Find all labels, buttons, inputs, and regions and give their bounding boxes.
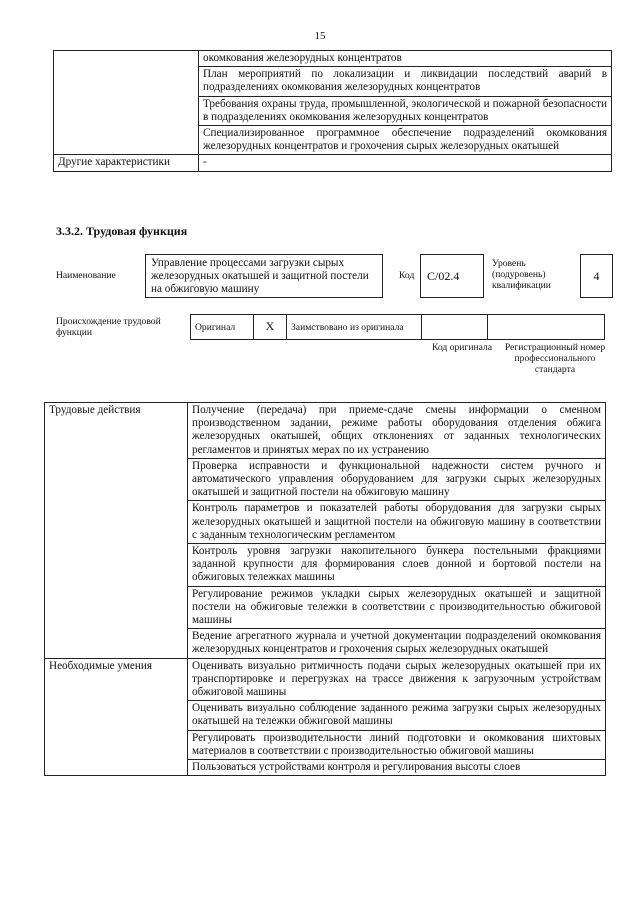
table-row [54,155,612,171]
table-cell: Требования охраны труда, промышленной, экологической и пожарной безопасности в подразделениях окомкования железорудных концентратов [199,96,612,125]
code-original-caption: Код оригинала [431,342,493,353]
original-mark: X [254,315,287,340]
labor-actions-label: Трудовые действия [45,403,188,659]
top-table [53,50,612,172]
registration-number-cell [488,315,605,340]
origin-table [190,314,605,340]
code-label: Код [399,270,415,281]
table-cell: Контроль параметров и показателей работы оборудования для загрузки сырых железорудных окатышей и защитной постели на обжиговую машину в соответствии с заданным технологическим регламентом [188,501,606,544]
table-cell: Пользоваться устройствами контроля и регулирования высоты слоев [188,760,606,776]
empty-cell [54,51,199,155]
table-cell: Специализированное программное обеспечение подразделений окомкования железорудных концентратов и грохочения сырых железорудных окатышей [199,126,612,155]
table-row [191,315,605,340]
table-cell: Оценивать визуально ритмичность подачи сырых железорудных окатышей при их транспортировке и перегрузках на трассе движения к загрузочным устройствам обжиговой машины [188,658,606,701]
original-code-cell [422,315,488,340]
borrowed-label: Заимствовано из оригинала [287,315,422,340]
page-number: 15 [314,30,326,42]
table-cell: Регулирование режимов укладки сырых железорудных окатышей и защитной постели на обжиговые тележки в соответствии с производительностью обжиговой машины [188,586,606,629]
level-value: 4 [580,254,613,298]
original-label: Оригинал [191,315,254,340]
table-row [45,403,606,459]
origin-label: Происхождение трудовой функции [56,316,161,338]
table-cell: Контроль уровня загрузки накопительного бункера постельными фракциями заданной крупности для формирования слоев донной и бортовой постели на обжиговых тележках машины [188,544,606,587]
code-value: C/02.4 [420,254,484,298]
name-label: Наименование [56,270,116,281]
other-characteristics-label: Другие характеристики [54,155,199,171]
table-cell: Ведение агрегатного журнала и учетной документации подразделений окомкования железорудных концентратов и грохочения сырых железорудных окатышей [188,629,606,658]
table-cell: Оценивать визуально соблюдение заданного режима загрузки сырых железорудных окатышей на тележки обжиговой машины [188,701,606,730]
other-characteristics-value: - [199,155,612,171]
level-label: Уровень (подуровень) квалификации [492,258,551,291]
name-value: Управление процессами загрузки сырых железорудных окатышей и защитной постели на обжиговую машину [145,254,383,298]
labor-function-table [44,402,606,776]
table-cell: Проверка исправности и функциональной надежности систем ручного и автоматического управления оборудованием для загрузки сырых железорудных окатышей и защитной постели на обжиговую машину [188,458,606,501]
table-cell: Регулировать производительности линий подготовки и окомкования шихтовых материалов в соответствии с производительностью обжиговой машины [188,730,606,759]
table-cell: Получение (передача) при приеме-сдаче смены информации о сменном производственном задании, режиме работы оборудования отделения обжига железорудных окатышей, общих отклонениях от заданных технологических регламентов и принятых мерах по их устранению [188,403,606,459]
table-row [54,51,612,67]
registration-number-caption: Регистрационный номер профессионального стандарта [504,342,606,375]
table-cell: окомкования железорудных концентратов [199,51,612,67]
table-row [45,658,606,701]
table-cell: План мероприятий по локализации и ликвидации последствий аварий в подразделениях окомкования железорудных концентратов [199,67,612,96]
section-title: 3.3.2. Трудовая функция [56,224,188,238]
required-skills-label: Необходимые умения [45,658,188,776]
